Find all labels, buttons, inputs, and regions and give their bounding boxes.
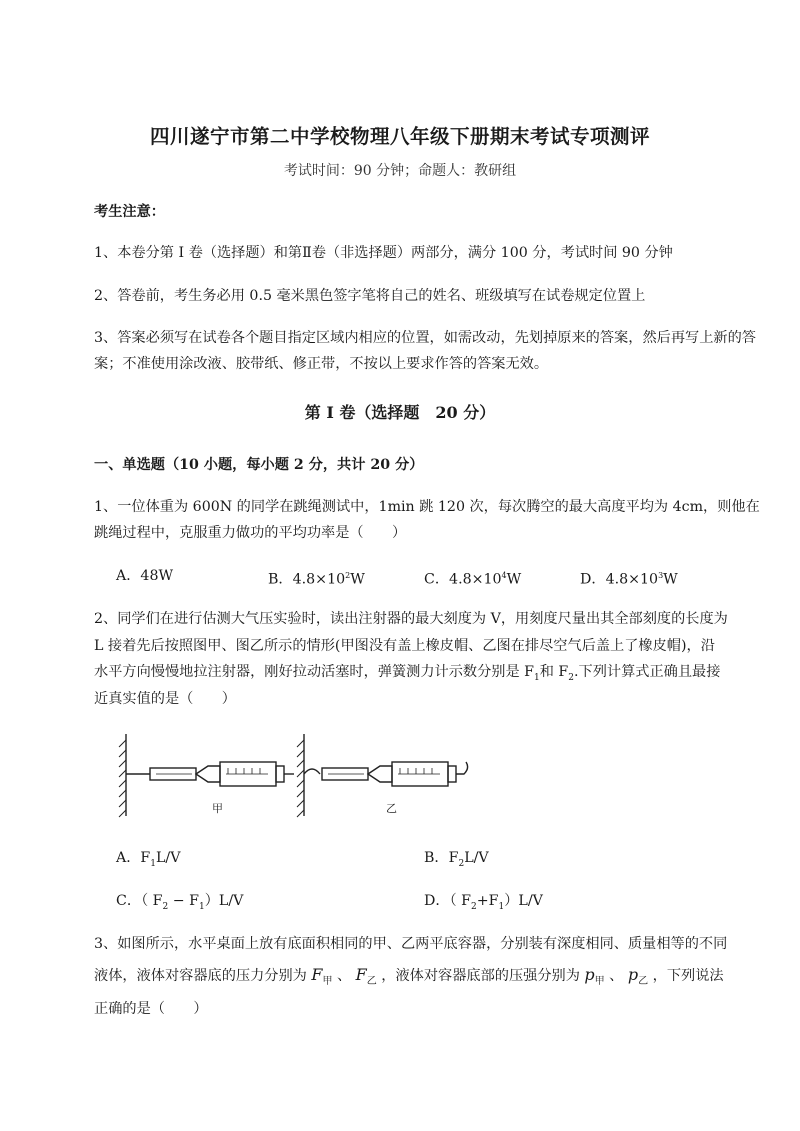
q1-option-c-unit: W [506,571,522,588]
section-title: 第 I 卷（选择题 20 分） [304,403,496,422]
q1-option-b[interactable] [268,563,365,593]
hook-right [304,769,320,774]
q2-stem-line2: L 接着先后按照图甲、图乙所示的情形(甲图没有盖上橡皮帽、乙图在排尽空气后盖上了橡皮帽)，沿 [94,638,715,654]
q2-f1-subscript: 1 [533,672,540,683]
notice-item-1: 1、本卷分第 I 卷（选择题）和第Ⅱ卷（非选择题）两部分，满分 100 分，考试时间 90 分钟 [94,245,673,261]
q3-f-yi: $F_乙$ [355,965,377,988]
syringe-nozzle-right [368,766,392,782]
q1-option-b-base: B．4.8×10 [268,571,346,588]
q2-option-d-sub1: 2 [471,901,477,912]
q1-option-d-exp: 3 [658,571,664,580]
part-heading: 一、单选题（10 小题，每小题 2 分，共计 20 分） [94,457,424,473]
q2-line3-text: 水平方向慢慢地拉注射器，刚好拉动活塞时，弹簧测力计示数分别是 F [94,664,534,680]
q2-option-c-sub1: 2 [162,901,169,912]
q2-option-d-rest: ）L/V [504,893,543,909]
figure-label-yi: 乙 [386,802,397,815]
notice-heading: 考生注意： [94,204,165,220]
q3-p-yi: $p_乙$ [627,965,649,988]
page-title: 四川遂宁市第二中学校物理八年级下册期末考试专项测评 [149,125,650,148]
q2-line3-and: 和 F [539,664,569,680]
q2-option-b-rest: L/V [464,850,489,866]
q2-option-c-f1: − F [168,893,199,909]
q2-stem-line1: 2、同学们在进行估测大气压实验时，读出注射器的最大刻度为 V，用刻度尺量出其全部刻度的长度为 [94,611,728,627]
q2-option-b-f: B．F [424,850,459,866]
exam-info: 考试时间：90 分钟；命题人：教研组 [283,163,517,179]
q2-option-c[interactable] [116,888,243,920]
q1-option-d[interactable] [580,563,678,593]
q2-option-c-sub2: 1 [198,901,205,912]
q2-option-c-rest: ）L/V [204,893,244,909]
syringe-nozzle-left [196,766,220,782]
figure-label-jia: 甲 [212,802,223,815]
wall-hatch-right [297,740,304,817]
figure-jia [119,734,294,817]
q2-option-a-f: A．F [116,850,151,866]
q2-option-a[interactable] [116,845,180,877]
figure-yi [297,734,468,817]
q1-option-d-base: D．4.8×10 [580,571,659,588]
q3-f-jia: $F_甲$ [311,965,333,988]
pull-ring-right [456,762,468,774]
q1-option-b-exp: 2 [345,571,351,580]
q1-stem-line2: 跳绳过程中，克服重力做功的平均功率是（ ） [94,525,407,541]
q2-option-b[interactable] [424,845,489,877]
q2-option-c-f2: C．（ F [116,893,163,909]
q3-line2-text: 液体，液体对容器底的压力分别为 [94,968,312,984]
syringe-scale-right [398,768,440,774]
q3-line2-end: ，下列说法 [648,968,724,984]
q3-stem-line1: 3、如图所示，水平桌面上放有底面积相同的甲、乙两平底容器，分别装有深度相同、质量相等的不同 [94,936,728,952]
q2-stem-line4: 近真实值的是（ ） [94,691,236,707]
q2-f2-subscript: 2 [568,672,574,683]
q3-sep2: 、 [604,968,628,984]
wall-hatch-left [119,740,126,817]
q1-option-d-unit: W [663,571,678,588]
notice-item-3: 3、答案必须写在试卷各个题目指定区域内相应的位置，如需改动，先划掉原来的答案，然后再写上新的答案；不准使用涂改液、胶带纸、修正带，不按以上要求作答的答案无效。 [94,330,756,372]
q2-line3-end: .下列计算式正确且最接 [574,664,721,680]
q2-option-d-sub2: 1 [498,901,505,912]
q2-option-d-f2: D．（ F [424,893,472,909]
notice-item-2: 2、答卷前，考生务必用 0.5 毫米黑色签字笔将自己的姓名、班级填写在试卷规定位置上 [94,288,646,304]
q1-stem-line1: 1、一位体重为 600N 的同学在跳绳测试中，1min 跳 120 次，每次腾空的最大高度平均为 4cm，则他在 [94,499,760,515]
syringe-scale-left [226,768,268,774]
q1-option-b-unit: W [350,571,365,588]
q2-option-a-rest: L/V [156,850,181,866]
q2-option-b-sub: 2 [458,858,465,869]
q3-stem-line3: 正确的是（ ） [94,1001,208,1017]
q3-stem-line2 [94,962,724,995]
q3-line2-mid: ，液体对容器底部的压强分别为 [376,968,585,984]
q2-option-a-sub: 1 [150,858,157,869]
q1-option-a[interactable]: A．48W [116,568,174,584]
q3-sep1: 、 [332,968,356,984]
q2-option-d[interactable] [424,888,543,920]
syringe-experiment-figure [116,728,476,820]
q1-option-c-exp: 4 [501,571,507,580]
q3-p-jia: $p_甲$ [584,965,605,988]
q1-option-c-base: C．4.8×10 [424,571,502,588]
q1-option-c[interactable] [424,563,521,593]
q2-option-d-f1: +F [476,893,499,909]
